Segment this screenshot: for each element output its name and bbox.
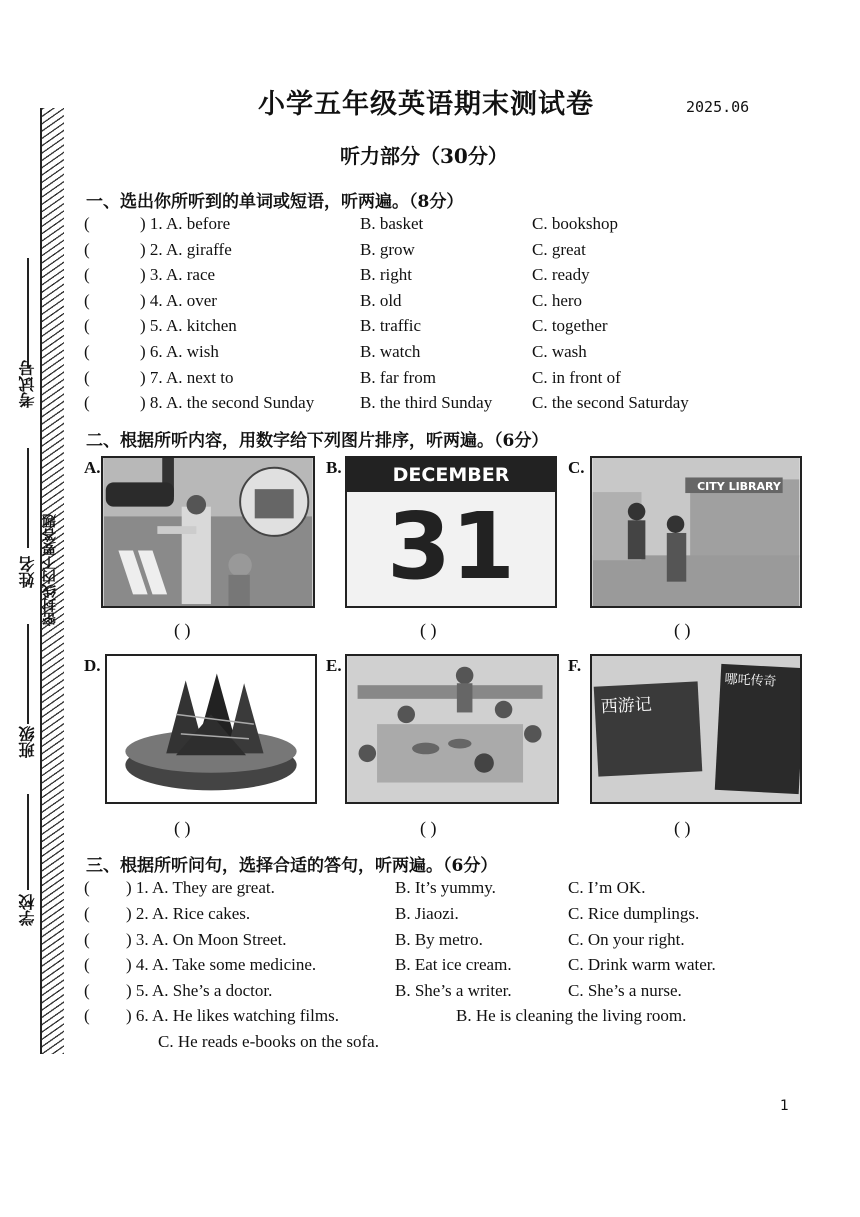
- exam-date: 2025.06: [686, 98, 750, 116]
- option-c: C. great: [532, 239, 586, 259]
- exam-no-label: 考试号: [18, 360, 37, 408]
- picture-a: [101, 456, 315, 608]
- option-c: C. the second Saturday: [532, 393, 689, 413]
- option-a: ) 7. A. next to: [140, 367, 234, 387]
- picture-c-answer-blank[interactable]: ( ): [674, 620, 691, 640]
- answer-paren[interactable]: (: [84, 214, 90, 233]
- option-a: ) 2. A. giraffe: [140, 239, 232, 259]
- calendar-month: DECEMBER: [392, 464, 510, 486]
- option-b: B. She’s a writer.: [395, 981, 512, 1001]
- option-b: B. He is cleaning the living room.: [456, 1006, 687, 1025]
- option-c: C. bookshop: [532, 214, 618, 233]
- option-a: ) 5. A. She’s a doctor.: [126, 981, 273, 1001]
- answer-paren[interactable]: (: [84, 316, 90, 336]
- option-a: ) 1. A. They are great.: [126, 878, 275, 897]
- option-a: ) 4. A. Take some medicine.: [126, 955, 317, 975]
- option-b: B. Eat ice cream.: [395, 955, 512, 975]
- option-a: ) 5. A. kitchen: [140, 316, 237, 336]
- picture-c-label: C.: [568, 458, 585, 477]
- picture-f-label: F.: [568, 656, 582, 675]
- option-b: B. old: [360, 290, 402, 310]
- picture-a-label: A.: [84, 458, 101, 477]
- picture-b-answer-blank[interactable]: ( ): [420, 620, 437, 640]
- option-c: C. in front of: [532, 367, 621, 387]
- picture-f-answer-blank[interactable]: ( ): [674, 818, 691, 838]
- answer-paren[interactable]: (: [84, 929, 90, 949]
- school-label: 学校: [18, 894, 37, 926]
- answer-paren[interactable]: (: [84, 878, 90, 897]
- picture-b-label: B.: [326, 458, 342, 477]
- book-left-title: 西游记: [600, 694, 653, 718]
- class-line: [27, 624, 29, 724]
- name-line: [27, 448, 29, 548]
- option-a: ) 3. A. On Moon Street.: [126, 929, 287, 949]
- answer-paren[interactable]: (: [84, 903, 90, 923]
- picture-e-answer-blank[interactable]: ( ): [420, 818, 437, 838]
- option-c: C. I’m OK.: [568, 878, 646, 897]
- option-a: ) 2. A. Rice cakes.: [126, 903, 251, 923]
- picture-d: [105, 654, 317, 804]
- calendar-day: 31: [386, 493, 516, 600]
- seal-note: 密封线内不要答题: [42, 514, 58, 626]
- library-sign: CITY LIBRARY: [697, 480, 781, 493]
- picture-f: [590, 654, 802, 804]
- book-right: [715, 664, 802, 794]
- picture-e-label: E.: [326, 656, 342, 675]
- option-b: B. far from: [360, 367, 437, 387]
- page-number: 1: [780, 1098, 789, 1114]
- name-label: 姓名: [18, 556, 37, 588]
- answer-paren[interactable]: (: [84, 955, 90, 975]
- option-b: B. right: [360, 265, 412, 285]
- option-b: B. the third Sunday: [360, 393, 493, 413]
- option-b: B. Jiaozi.: [395, 903, 459, 923]
- class-label: 班级: [18, 726, 37, 758]
- book-right-title: 哪吒传奇: [724, 672, 777, 690]
- option-c: C. He reads e-books on the sofa.: [158, 1032, 379, 1051]
- answer-paren[interactable]: (: [84, 239, 90, 259]
- answer-paren[interactable]: (: [84, 393, 90, 413]
- option-c: C. Rice dumplings.: [568, 903, 700, 923]
- section3-heading: 三、根据所听问句，选择合适的答句，听两遍。（6分）: [86, 856, 498, 876]
- picture-a-answer-blank[interactable]: ( ): [174, 620, 191, 640]
- answer-paren[interactable]: (: [84, 342, 90, 361]
- exam-no-line: [27, 258, 29, 368]
- option-b: B. By metro.: [395, 929, 483, 949]
- option-c: C. She’s a nurse.: [568, 981, 682, 1001]
- rice-dumplings-image: [107, 656, 315, 802]
- picture-c: [590, 456, 802, 608]
- section-subtitle: 听力部分（30分）: [340, 144, 508, 168]
- school-line: [27, 794, 29, 890]
- option-c: C. Drink warm water.: [568, 955, 716, 975]
- option-c: C. ready: [532, 265, 590, 285]
- option-b: B. It’s yummy.: [395, 878, 496, 897]
- section2-heading: 二、根据所听内容，用数字给下列图片排序，听两遍。（6分）: [86, 431, 549, 451]
- page-title: 小学五年级英语期末测试卷: [258, 89, 594, 120]
- book-left: [594, 681, 703, 776]
- answer-paren[interactable]: (: [84, 290, 90, 310]
- option-a: ) 6. A. He likes watching films.: [126, 1006, 339, 1025]
- option-a: ) 3. A. race: [140, 265, 216, 285]
- picture-d-answer-blank[interactable]: ( ): [174, 818, 191, 838]
- option-b: B. watch: [360, 342, 421, 361]
- option-c: C. On your right.: [568, 929, 685, 949]
- picture-e: [345, 654, 559, 804]
- option-b: B. basket: [360, 214, 424, 233]
- section1-heading: 一、选出你所听到的单词或短语，听两遍。（8分）: [86, 192, 464, 212]
- picture-b: [345, 456, 557, 608]
- option-b: B. grow: [360, 239, 415, 259]
- option-c: C. wash: [532, 342, 587, 361]
- option-c: C. together: [532, 316, 608, 336]
- option-c: C. hero: [532, 290, 583, 310]
- option-a: ) 8. A. the second Sunday: [140, 393, 315, 413]
- option-a: ) 6. A. wish: [140, 342, 219, 361]
- option-a: ) 4. A. over: [140, 290, 217, 310]
- picture-d-label: D.: [84, 656, 101, 675]
- answer-paren[interactable]: (: [84, 367, 90, 387]
- answer-paren[interactable]: (: [84, 1006, 90, 1025]
- answer-paren[interactable]: (: [84, 265, 90, 285]
- traffic-police-image: [103, 458, 313, 606]
- option-a: ) 1. A. before: [140, 214, 231, 233]
- family-dinner-image: [347, 656, 557, 802]
- answer-paren[interactable]: (: [84, 981, 90, 1001]
- option-b: B. traffic: [360, 316, 422, 336]
